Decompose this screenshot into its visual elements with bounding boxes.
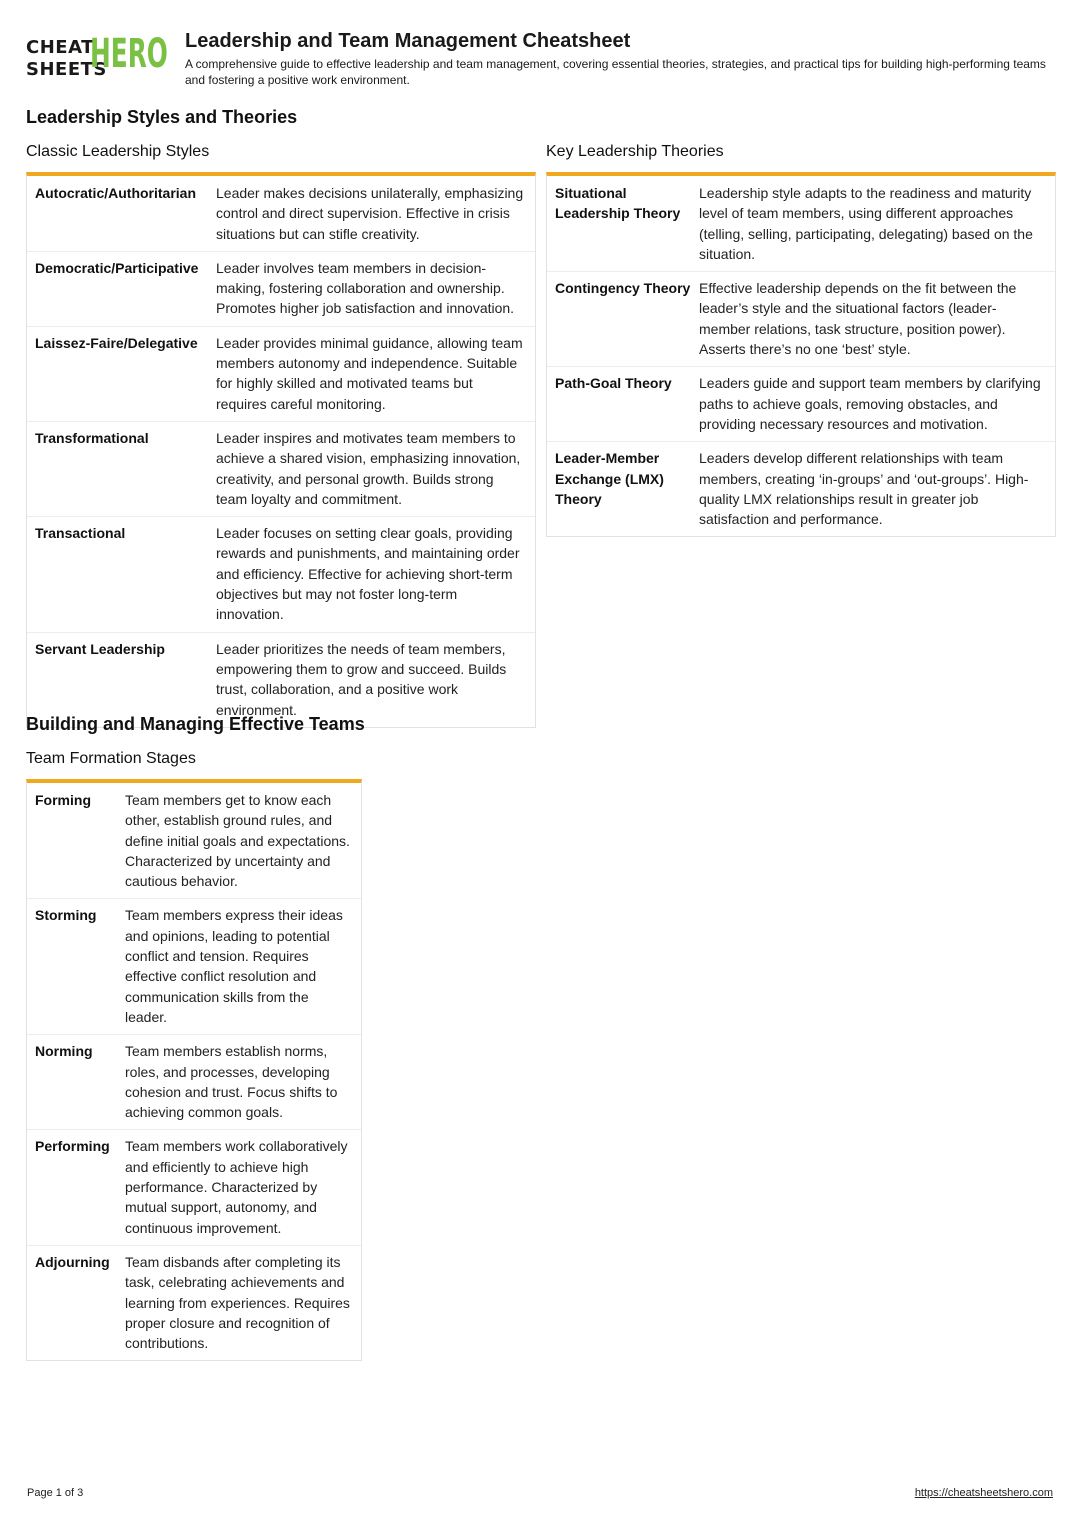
table-row <box>547 441 1055 536</box>
row-term: Contingency Theory <box>555 280 691 297</box>
row-description: Leadership style adapts to the readiness and maturity level of team members, using different approaches (telling, selling, participating, delegating) based on the situation. <box>699 185 1033 262</box>
team-stages-heading: Team Formation Stages <box>26 750 196 767</box>
row-description: Leader makes decisions unilaterally, emphasizing control and direct supervision. Effective in crisis situations but can stifle creativity. <box>216 185 524 242</box>
row-description: Effective leadership depends on the fit between the leader’s style and the situational factors (leader-member relations, task structure, position power). Asserts there’s no one ‘best’ style. <box>699 280 1017 358</box>
table-row <box>27 251 535 326</box>
row-term: Path-Goal Theory <box>555 375 672 392</box>
row-term: Leader-Member Exchange (LMX) Theory <box>555 450 664 507</box>
row-description: Team members establish norms, roles, and processes, developing cohesion and trust. Focus shifts to achieving common goals. <box>125 1043 338 1121</box>
section-title-leadership: Leadership Styles and Theories <box>26 107 298 127</box>
table-row <box>27 632 535 727</box>
site-link[interactable]: https://cheatsheetshero.com <box>914 1487 1053 1499</box>
row-description: Leader inspires and motivates team members to achieve a shared vision, emphasizing innovation, creativity, and personal growth. Builds strong team loyalty and commitment. <box>216 429 521 507</box>
row-term: Servant Leadership <box>35 640 165 657</box>
table-row <box>27 516 535 631</box>
row-term: Adjourning <box>35 1253 110 1270</box>
page-subtitle: A comprehensive guide to effective leadership and team management, covering essential theories, strategies, and practical tips for building high-performing teams and fostering a positive work environment. <box>185 57 1046 87</box>
row-description: Leaders develop different relationships with team members, creating ‘in-groups’ and ‘out-groups’. High-quality LMX relationships result in greater job satisfaction and performance. <box>699 450 1029 528</box>
table-row <box>547 176 1055 271</box>
logo-text-hero: HERO <box>90 31 168 77</box>
classic-styles-table <box>26 172 536 728</box>
page-number: Page 1 of 3 <box>27 1487 84 1499</box>
row-description: Leaders guide and support team members by clarifying paths to achieve goals, removing obstacles, and providing necessary resources and motivation. <box>699 375 1041 432</box>
row-term: Democratic/Participative <box>35 259 199 276</box>
row-description: Team members get to know each other, establish ground rules, and define initial goals and expectations. Characterized by uncertainty and cautious behavior. <box>125 792 350 890</box>
row-term: Forming <box>35 792 91 808</box>
row-description: Leader focuses on setting clear goals, providing rewards and punishments, and maintaining order and efficiency. Effective for achieving short-term objectives but may not foster long-term innovation. <box>216 525 520 623</box>
row-description: Team members express their ideas and opinions, leading to potential conflict and tension. Requires effective conflict resolution and communication skills from the leader. <box>125 907 343 1025</box>
row-term: Performing <box>35 1138 110 1155</box>
row-term: Laissez-Faire/Delegative <box>35 334 198 351</box>
table-row <box>27 1129 361 1244</box>
row-description: Team disbands after completing its task, celebrating achievements and learning from experiences. Requires proper closure and recognition of contributions. <box>125 1253 350 1352</box>
table-row <box>27 421 535 516</box>
table-row <box>547 271 1055 366</box>
section-title-teams: Building and Managing Effective Teams <box>26 714 365 734</box>
row-term: Norming <box>35 1043 93 1060</box>
table-row <box>27 1034 361 1129</box>
logo-text-cheat: CHEAT <box>26 37 94 58</box>
table-row <box>547 366 1055 441</box>
logo-text-sheets: SHEETS <box>26 59 107 80</box>
row-description: Leader prioritizes the needs of team members, empowering them to grow and succeed. Builds trust, collaboration, and a positive work environment. <box>216 640 507 718</box>
classic-styles-heading: Classic Leadership Styles <box>26 143 210 160</box>
page-title: Leadership and Team Management Cheatsheet <box>185 30 631 52</box>
page-header <box>26 30 1056 90</box>
team-stages-table <box>26 779 362 1361</box>
row-description: Leader provides minimal guidance, allowing team members autonomy and independence. Suitable for highly skilled and motivated teams but requires careful monitoring. <box>216 334 523 412</box>
row-term: Transactional <box>35 525 126 542</box>
row-term: Autocratic/Authoritarian <box>35 185 197 201</box>
key-theories-heading: Key Leadership Theories <box>546 143 724 160</box>
row-term: Situational Leadership Theory <box>555 185 681 222</box>
key-theories-table <box>546 172 1056 537</box>
table-row <box>27 1245 361 1360</box>
row-term: Transformational <box>35 429 149 446</box>
row-term: Storming <box>35 907 97 924</box>
row-description: Leader involves team members in decision-making, fostering collaboration and ownership. Promotes higher job satisfaction and innovation. <box>216 259 515 317</box>
table-row <box>27 326 535 421</box>
table-row <box>27 176 535 251</box>
row-description: Team members work collaboratively and efficiently to achieve high performance. Characterized by mutual support, autonomy, and continuous improvement. <box>125 1138 348 1236</box>
table-row <box>27 898 361 1034</box>
cheatsheetshero-logo[interactable] <box>26 31 172 80</box>
table-row <box>27 783 361 898</box>
